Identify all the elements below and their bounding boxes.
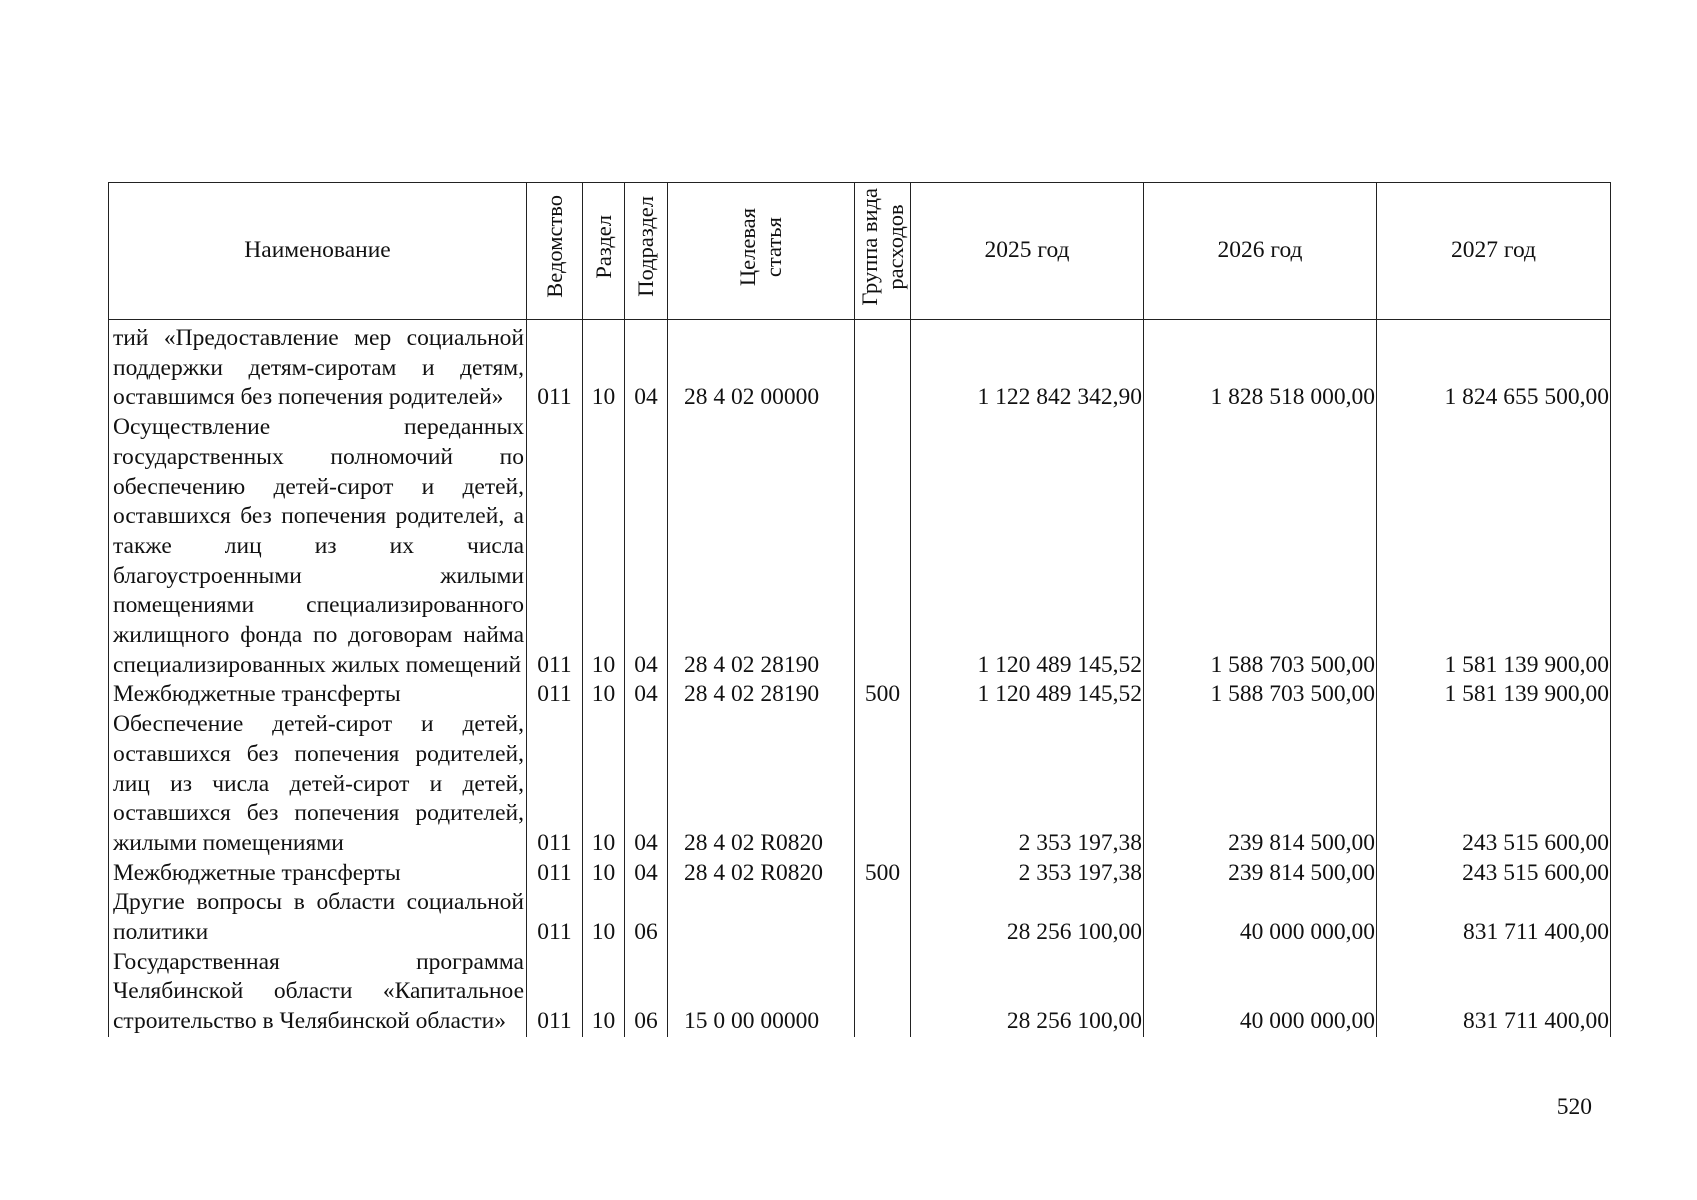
- row-2025: 28 256 100,00: [911, 948, 1144, 1037]
- row-section: 10: [583, 948, 625, 1037]
- row-2025: 2 353 197,38: [911, 859, 1144, 889]
- row-subsection: 04: [625, 680, 668, 710]
- row-subsection: 04: [625, 320, 668, 414]
- row-section: 10: [583, 859, 625, 889]
- row-2025: 1 122 842 342,90: [911, 320, 1144, 414]
- row-target: [668, 888, 855, 947]
- page-number: 520: [1556, 1094, 1592, 1120]
- header-group: Группа вида расходов: [855, 183, 911, 320]
- row-2026: 1 588 703 500,00: [1144, 680, 1377, 710]
- row-subsection: 04: [625, 413, 668, 680]
- row-target: 28 4 02 28190: [668, 413, 855, 680]
- row-2025: 28 256 100,00: [911, 888, 1144, 947]
- table-row: [109, 859, 1611, 889]
- row-2025: 2 353 197,38: [911, 710, 1144, 859]
- row-group: 500: [855, 680, 911, 710]
- row-section: 10: [583, 680, 625, 710]
- row-2026: 40 000 000,00: [1144, 948, 1377, 1037]
- row-group: [855, 948, 911, 1037]
- row-2027: 243 515 600,00: [1377, 859, 1611, 889]
- row-dept: 011: [527, 859, 583, 889]
- row-2027: 243 515 600,00: [1377, 710, 1611, 859]
- row-2026: 1 828 518 000,00: [1144, 320, 1377, 414]
- header-2025: 2025 год: [911, 183, 1144, 320]
- row-target: 28 4 02 R0820: [668, 710, 855, 859]
- header-target: Целевая статья: [668, 183, 855, 320]
- row-subsection: 04: [625, 859, 668, 889]
- row-dept: 011: [527, 888, 583, 947]
- budget-table: [108, 182, 1611, 1037]
- row-name: Обеспечение детей-сирот и детей, оставшихся без попечения родителей, лиц из числа детей-сирот и детей, оставшихся без попечения родителей, жилыми помещениями: [109, 710, 527, 859]
- row-dept: 011: [527, 680, 583, 710]
- row-section: 10: [583, 888, 625, 947]
- header-2027: 2027 год: [1377, 183, 1611, 320]
- row-name: Другие вопросы в области социальной политики: [109, 888, 527, 947]
- row-name: Межбюджетные трансферты: [109, 859, 527, 889]
- row-name: Государственная программа Челябинской области «Капитальное строительство в Челябинской области»: [109, 948, 527, 1037]
- row-target: 15 0 00 00000: [668, 948, 855, 1037]
- header-section: Раздел: [583, 183, 625, 320]
- table-row: [109, 948, 1611, 1037]
- row-target: 28 4 02 00000: [668, 320, 855, 414]
- row-2026: 239 814 500,00: [1144, 710, 1377, 859]
- table-row: [109, 710, 1611, 859]
- row-group: 500: [855, 859, 911, 889]
- header-dept: Ведомство: [527, 183, 583, 320]
- row-dept: 011: [527, 413, 583, 680]
- row-section: 10: [583, 320, 625, 414]
- table-row: [109, 320, 1611, 414]
- row-2025: 1 120 489 145,52: [911, 680, 1144, 710]
- row-subsection: 04: [625, 710, 668, 859]
- row-name: тий «Предоставление мер социальной поддержки детям-сиротам и детям, оставшимся без попечения родителей»: [109, 320, 527, 414]
- row-target: 28 4 02 28190: [668, 680, 855, 710]
- row-group: [855, 413, 911, 680]
- row-dept: 011: [527, 948, 583, 1037]
- table-row: [109, 888, 1611, 947]
- row-section: 10: [583, 710, 625, 859]
- table-row: [109, 413, 1611, 680]
- row-2026: 40 000 000,00: [1144, 888, 1377, 947]
- header-2026: 2026 год: [1144, 183, 1377, 320]
- row-2026: 1 588 703 500,00: [1144, 413, 1377, 680]
- row-name: Осуществление переданных государственных полномочий по обеспечению детей-сирот и детей, оставшихся без попечения родителей, а также лиц из их числа благоустроенными жилыми помещениями специализированного жилищного фонда по договорам найма специализированных жилых помещений: [109, 413, 527, 680]
- table-header-row: [109, 183, 1611, 320]
- row-target: 28 4 02 R0820: [668, 859, 855, 889]
- row-2026: 239 814 500,00: [1144, 859, 1377, 889]
- header-name: Наименование: [109, 183, 527, 320]
- row-group: [855, 320, 911, 414]
- row-subsection: 06: [625, 888, 668, 947]
- row-group: [855, 710, 911, 859]
- row-2027: 1 824 655 500,00: [1377, 320, 1611, 414]
- row-section: 10: [583, 413, 625, 680]
- row-name: Межбюджетные трансферты: [109, 680, 527, 710]
- row-2027: 1 581 139 900,00: [1377, 413, 1611, 680]
- row-group: [855, 888, 911, 947]
- row-dept: 011: [527, 710, 583, 859]
- row-dept: 011: [527, 320, 583, 414]
- row-2027: 831 711 400,00: [1377, 948, 1611, 1037]
- row-2027: 1 581 139 900,00: [1377, 680, 1611, 710]
- row-subsection: 06: [625, 948, 668, 1037]
- row-2025: 1 120 489 145,52: [911, 413, 1144, 680]
- table-row: [109, 680, 1611, 710]
- row-2027: 831 711 400,00: [1377, 888, 1611, 947]
- header-subsection: Подраздел: [625, 183, 668, 320]
- budget-table-container: [108, 182, 1610, 1037]
